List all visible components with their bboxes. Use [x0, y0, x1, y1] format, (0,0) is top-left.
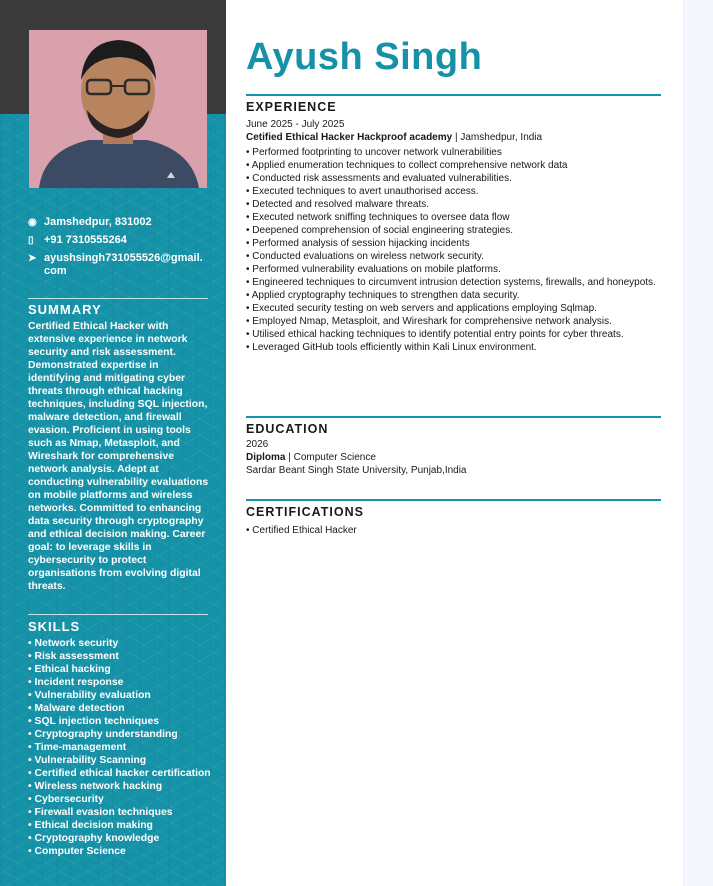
- certifications-list: [246, 524, 661, 537]
- experience-entry: [246, 118, 661, 354]
- location-pin-icon: ◉: [28, 217, 37, 228]
- list-item: • Performed footprinting to uncover network vulnerabilities: [246, 146, 661, 159]
- education-entry: [246, 438, 467, 477]
- list-item: • Certified ethical hacker certification: [28, 767, 214, 780]
- experience-bullets: [246, 146, 661, 354]
- list-item: • Vulnerability evaluation: [28, 689, 214, 702]
- summary-heading: SUMMARY: [28, 302, 102, 317]
- field-of-study: Computer Science: [293, 452, 376, 463]
- list-item: • Performed analysis of session hijacking incidents: [246, 237, 661, 250]
- list-item: • Deepened comprehension of social engineering strategies.: [246, 224, 661, 237]
- list-item: • Malware detection: [28, 702, 214, 715]
- list-item: • Cybersecurity: [28, 793, 214, 806]
- list-item: • Executed security testing on web servers and applications employing Sqlmap.: [246, 302, 661, 315]
- list-item: • Conducted risk assessments and evaluated vulnerabilities.: [246, 172, 661, 185]
- skills-list: [28, 637, 214, 858]
- list-item: • SQL injection techniques: [28, 715, 214, 728]
- list-item: • Executed network sniffing techniques to oversee data flow: [246, 211, 661, 224]
- separator: |: [454, 132, 458, 143]
- list-item: • Vulnerability Scanning: [28, 754, 214, 767]
- list-item: • Ethical hacking: [28, 663, 214, 676]
- experience-role: [246, 131, 661, 144]
- profile-photo: [29, 30, 207, 188]
- send-icon: ➤: [28, 253, 37, 264]
- experience-dates: June 2025 - July 2025: [246, 119, 345, 130]
- education-year: 2026: [246, 439, 269, 450]
- list-item: • Network security: [28, 637, 214, 650]
- list-item: • Risk assessment: [28, 650, 214, 663]
- contact-info: [28, 216, 208, 283]
- phone-icon: ▯: [28, 235, 34, 246]
- section-rule: [246, 499, 661, 501]
- certifications-heading: CERTIFICATIONS: [246, 505, 364, 519]
- experience-heading: EXPERIENCE: [246, 100, 337, 114]
- list-item: • Wireless network hacking: [28, 780, 214, 793]
- list-item: • Utilised ethical hacking techniques to identify potential entry points for cyber threats.: [246, 328, 661, 341]
- location-text: Jamshedpur, 831002: [44, 216, 152, 228]
- list-item: • Incident response: [28, 676, 214, 689]
- list-item: • Applied enumeration techniques to collect comprehensive network data: [246, 159, 661, 172]
- location-row: [28, 216, 208, 229]
- section-rule: [246, 416, 661, 418]
- list-item: • Certified Ethical Hacker: [246, 524, 661, 537]
- divider: [28, 614, 208, 615]
- summary-text: Certified Ethical Hacker with extensive experience in network security and risk assessment. Demonstrated expertise in identifying and mitigating cyber threats through ethical hacking techniques, including SQL injection, malware detection, and firewall evasion. Proficient in using tools such as Nmap, Metasploit, and Wireshark for comprehensive network analysis. Adept at conducting vulnerability evaluations on mobile platforms and wireless networks. Committed to enhancing data security through cryptography and ethical decision making. Career goal: to leverage skills in cybersecurity to protect organisations from evolving digital threats.: [28, 321, 209, 592]
- skills-heading: SKILLS: [28, 619, 81, 634]
- page-background: [683, 0, 713, 886]
- email-row[interactable]: [28, 252, 208, 278]
- section-rule: [246, 94, 661, 96]
- divider: [28, 298, 208, 299]
- phone-text: +91 7310555264: [44, 234, 127, 246]
- list-item: • Firewall evasion techniques: [28, 806, 214, 819]
- job-location: Jamshedpur, India: [460, 132, 543, 143]
- list-item: • Engineered techniques to circumvent intrusion detection systems, firewalls, and honeypots.: [246, 276, 661, 289]
- list-item: • Cryptography knowledge: [28, 832, 214, 845]
- certifications-entry: [246, 522, 661, 537]
- separator: |: [288, 452, 291, 463]
- sidebar: [0, 0, 226, 886]
- list-item: • Employed Nmap, Metasploit, and Wireshark for comprehensive network analysis.: [246, 315, 661, 328]
- education-heading: EDUCATION: [246, 422, 329, 436]
- education-degree-line: [246, 451, 467, 464]
- list-item: • Time-management: [28, 741, 214, 754]
- list-item: • Ethical decision making: [28, 819, 214, 832]
- phone-row: [28, 234, 208, 247]
- degree: Diploma: [246, 452, 286, 463]
- school-name: Sardar Beant Singh State University, Punjab,India: [246, 465, 467, 476]
- list-item: • Detected and resolved malware threats.: [246, 198, 661, 211]
- list-item: • Cryptography understanding: [28, 728, 214, 741]
- email-link[interactable]: ayushsingh731055526@gmail.com: [44, 252, 203, 277]
- list-item: • Performed vulnerability evaluations on mobile platforms.: [246, 263, 661, 276]
- candidate-name: Ayush Singh: [246, 36, 483, 78]
- list-item: • Applied cryptography techniques to strengthen data security.: [246, 289, 661, 302]
- list-item: • Executed techniques to avert unauthorised access.: [246, 185, 661, 198]
- list-item: • Computer Science: [28, 845, 214, 858]
- list-item: • Leveraged GitHub tools efficiently within Kali Linux environment.: [246, 341, 661, 354]
- list-item: • Conducted evaluations on wireless network security.: [246, 250, 661, 263]
- job-title: Cetified Ethical Hacker Hackproof academy: [246, 132, 453, 143]
